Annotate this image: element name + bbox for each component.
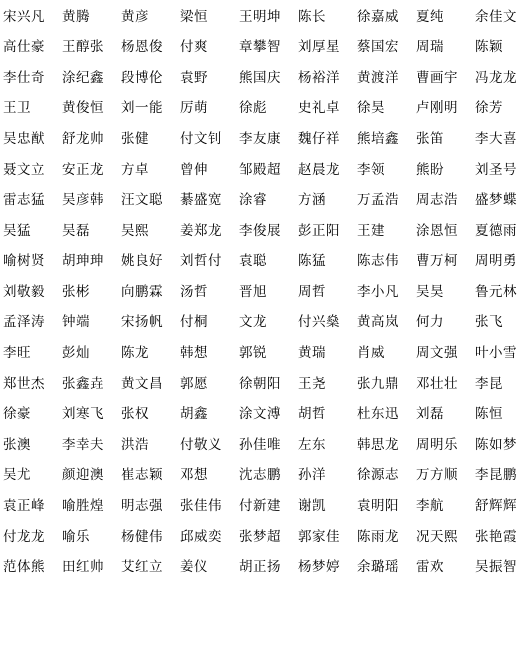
- name-cell: 刘敬毅: [3, 283, 45, 300]
- name-cell: 吴磊: [62, 222, 90, 239]
- name-cell: 袁野: [180, 69, 208, 86]
- name-cell: 韩想: [180, 345, 208, 362]
- name-cell: 曾伸: [180, 161, 208, 178]
- name-cell: 邓想: [180, 467, 208, 484]
- name-cell: 李昆: [475, 375, 503, 392]
- name-cell: 刘圣号: [475, 161, 517, 178]
- name-cell: 袁正峰: [3, 498, 45, 515]
- name-cell: 万孟浩: [357, 192, 399, 209]
- name-cell: 杨梦婷: [298, 559, 340, 576]
- name-cell: 文龙: [239, 314, 267, 331]
- name-cell: 张健: [121, 130, 149, 147]
- name-cell: 綦盛宽: [180, 192, 222, 209]
- name-cell: 周瑞: [416, 39, 444, 56]
- name-cell: 徐彪: [239, 100, 267, 117]
- name-cell: 张佳伟: [180, 498, 222, 515]
- name-cell: 徐昊: [357, 100, 385, 117]
- name-cell: 喻树贤: [3, 253, 45, 270]
- name-cell: 陈志伟: [357, 253, 399, 270]
- name-cell: 钟端: [62, 314, 90, 331]
- name-cell: 刘哲付: [180, 253, 222, 270]
- name-cell: 袁聪: [239, 253, 267, 270]
- name-cell: 郑世杰: [3, 375, 45, 392]
- name-cell: 陈如梦: [475, 436, 517, 453]
- name-cell: 喻乐: [62, 528, 90, 545]
- name-cell: 左东: [298, 436, 326, 453]
- name-cell: 方卓: [121, 161, 149, 178]
- name-cell: 方涵: [298, 192, 326, 209]
- name-cell: 李小凡: [357, 283, 399, 300]
- name-cell: 姜郑龙: [180, 222, 222, 239]
- name-cell: 崔志颖: [121, 467, 163, 484]
- name-cell: 李旺: [3, 345, 31, 362]
- name-cell: 万方顺: [416, 467, 458, 484]
- name-cell: 段博伦: [121, 69, 163, 86]
- name-cell: 叶小雪: [475, 345, 517, 362]
- name-cell: 张彬: [62, 283, 90, 300]
- name-cell: 付爽: [180, 39, 208, 56]
- name-cell: 夏德雨: [475, 222, 517, 239]
- name-cell: 姚良好: [121, 253, 163, 270]
- name-cell: 雷志猛: [3, 192, 45, 209]
- name-cell: 胡鑫: [180, 406, 208, 423]
- name-cell: 周哲: [298, 283, 326, 300]
- name-cell: 曹画宇: [416, 69, 458, 86]
- name-cell: 史礼卓: [298, 100, 340, 117]
- name-cell: 陈长: [298, 8, 326, 25]
- name-cell: 李仕奇: [3, 69, 45, 86]
- name-cell: 洪浩: [121, 436, 149, 453]
- name-cell: 李大喜: [475, 130, 517, 147]
- name-cell: 厉萌: [180, 100, 208, 117]
- name-cell: 黄俊恒: [62, 100, 104, 117]
- name-cell: 舒龙帅: [62, 130, 104, 147]
- name-cell: 张艳霞: [475, 528, 517, 545]
- name-cell: 李领: [357, 161, 385, 178]
- name-cell: 蔡国宏: [357, 39, 399, 56]
- name-cell: 安正龙: [62, 161, 104, 178]
- name-cell: 周明乐: [416, 436, 458, 453]
- name-cell: 王卫: [3, 100, 31, 117]
- name-cell: 胡珅珅: [62, 253, 104, 270]
- name-cell: 邱威奕: [180, 528, 222, 545]
- name-cell: 刘磊: [416, 406, 444, 423]
- name-cell: 郭愿: [180, 375, 208, 392]
- name-cell: 张澳: [3, 436, 31, 453]
- name-cell: 夏纯: [416, 8, 444, 25]
- name-cell: 吴尤: [3, 467, 31, 484]
- name-cell: 黄高岚: [357, 314, 399, 331]
- name-cell: 周文强: [416, 345, 458, 362]
- name-cell: 余佳文: [475, 8, 517, 25]
- name-cell: 陈颖: [475, 39, 503, 56]
- name-cell: 张笛: [416, 130, 444, 147]
- name-cell: 卢刚明: [416, 100, 458, 117]
- name-cell: 曹万柯: [416, 253, 458, 270]
- name-cell: 何力: [416, 314, 444, 331]
- name-cell: 向鹏霖: [121, 283, 163, 300]
- name-cell: 魏仔祥: [298, 130, 340, 147]
- name-cell: 李幸夫: [62, 436, 104, 453]
- name-cell: 邹殿超: [239, 161, 281, 178]
- name-cell: 付新建: [239, 498, 281, 515]
- name-cell: 张梦超: [239, 528, 281, 545]
- name-cell: 黄文昌: [121, 375, 163, 392]
- name-cell: 徐朝阳: [239, 375, 281, 392]
- name-cell: 熊盼: [416, 161, 444, 178]
- name-cell: 汪文聪: [121, 192, 163, 209]
- name-cell: 李俊展: [239, 222, 281, 239]
- name-cell: 晋旭: [239, 283, 267, 300]
- name-cell: 王醇张: [62, 39, 104, 56]
- name-cell: 谢凯: [298, 498, 326, 515]
- name-cell: 袁明阳: [357, 498, 399, 515]
- name-cell: 宋扬帆: [121, 314, 163, 331]
- name-cell: 梁恒: [180, 8, 208, 25]
- name-cell: 吴彦韩: [62, 192, 104, 209]
- name-cell: 郭锐: [239, 345, 267, 362]
- name-cell: 杜东迅: [357, 406, 399, 423]
- name-cell: 陈恒: [475, 406, 503, 423]
- name-cell: 杨恩俊: [121, 39, 163, 56]
- name-cell: 付龙龙: [3, 528, 45, 545]
- name-cell: 彭正阳: [298, 222, 340, 239]
- name-cell: 李昆鹏: [475, 467, 517, 484]
- name-cell: 邓壮壮: [416, 375, 458, 392]
- name-cell: 姜仪: [180, 559, 208, 576]
- name-cell: 陈龙: [121, 345, 149, 362]
- name-cell: 周志浩: [416, 192, 458, 209]
- name-cell: 徐嘉威: [357, 8, 399, 25]
- name-cell: 陈猛: [298, 253, 326, 270]
- name-cell: 韩思龙: [357, 436, 399, 453]
- name-cell: 舒辉辉: [475, 498, 517, 515]
- name-cell: 刘寒飞: [62, 406, 104, 423]
- name-cell: 孙佳唯: [239, 436, 281, 453]
- name-cell: 涂纪鑫: [62, 69, 104, 86]
- name-cell: 胡正扬: [239, 559, 281, 576]
- name-cell: 田红帅: [62, 559, 104, 576]
- name-cell: 王尧: [298, 375, 326, 392]
- name-cell: 赵晨龙: [298, 161, 340, 178]
- name-cell: 黄彦: [121, 8, 149, 25]
- name-cell: 雷欢: [416, 559, 444, 576]
- name-grid: [2, 2, 531, 647]
- name-cell: 付兴燊: [298, 314, 340, 331]
- name-cell: 况天熙: [416, 528, 458, 545]
- name-cell: 刘一能: [121, 100, 163, 117]
- name-cell: 付敬义: [180, 436, 222, 453]
- name-cell: 吴忠猷: [3, 130, 45, 147]
- name-cell: 黄腾: [62, 8, 90, 25]
- name-cell: 颜迎澳: [62, 467, 104, 484]
- name-cell: 张九鼎: [357, 375, 399, 392]
- name-cell: 王建: [357, 222, 385, 239]
- name-cell: 付桐: [180, 314, 208, 331]
- name-cell: 胡哲: [298, 406, 326, 423]
- name-cell: 明志强: [121, 498, 163, 515]
- name-cell: 周明勇: [475, 253, 517, 270]
- name-cell: 吴熙: [121, 222, 149, 239]
- name-cell: 涂睿: [239, 192, 267, 209]
- name-cell: 付文钊: [180, 130, 222, 147]
- name-cell: 聂文立: [3, 161, 45, 178]
- name-cell: 冯龙龙: [475, 69, 517, 86]
- name-cell: 喻胜煌: [62, 498, 104, 515]
- name-cell: 高仕豪: [3, 39, 45, 56]
- name-cell: 徐豪: [3, 406, 31, 423]
- name-cell: 吴振智: [475, 559, 517, 576]
- name-cell: 熊国庆: [239, 69, 281, 86]
- name-cell: 张飞: [475, 314, 503, 331]
- name-cell: 王明坤: [239, 8, 281, 25]
- name-cell: 余璐瑶: [357, 559, 399, 576]
- name-cell: 鲁元林: [475, 283, 517, 300]
- name-cell: 肖威: [357, 345, 385, 362]
- name-cell: 徐芳: [475, 100, 503, 117]
- name-cell: 吴昊: [416, 283, 444, 300]
- name-cell: 宋兴凡: [3, 8, 45, 25]
- name-cell: 黄渡洋: [357, 69, 399, 86]
- name-cell: 黄瑞: [298, 345, 326, 362]
- name-cell: 孙洋: [298, 467, 326, 484]
- name-cell: 吴猛: [3, 222, 31, 239]
- name-cell: 彭灿: [62, 345, 90, 362]
- name-cell: 李友康: [239, 130, 281, 147]
- name-cell: 徐源志: [357, 467, 399, 484]
- name-cell: 陈雨龙: [357, 528, 399, 545]
- name-cell: 李航: [416, 498, 444, 515]
- name-cell: 熊培鑫: [357, 130, 399, 147]
- name-cell: 杨健伟: [121, 528, 163, 545]
- name-cell: 汤哲: [180, 283, 208, 300]
- name-cell: 张鑫垚: [62, 375, 104, 392]
- name-cell: 范体熊: [3, 559, 45, 576]
- name-cell: 艾红立: [121, 559, 163, 576]
- name-cell: 郭家佳: [298, 528, 340, 545]
- name-cell: 沈志鹏: [239, 467, 281, 484]
- name-cell: 刘厚星: [298, 39, 340, 56]
- name-cell: 杨裕洋: [298, 69, 340, 86]
- name-cell: 涂恩恒: [416, 222, 458, 239]
- name-cell: 张权: [121, 406, 149, 423]
- name-cell: 章攀智: [239, 39, 281, 56]
- name-cell: 涂文溥: [239, 406, 281, 423]
- name-cell: 盛梦蝶: [475, 192, 517, 209]
- name-cell: 孟泽涛: [3, 314, 45, 331]
